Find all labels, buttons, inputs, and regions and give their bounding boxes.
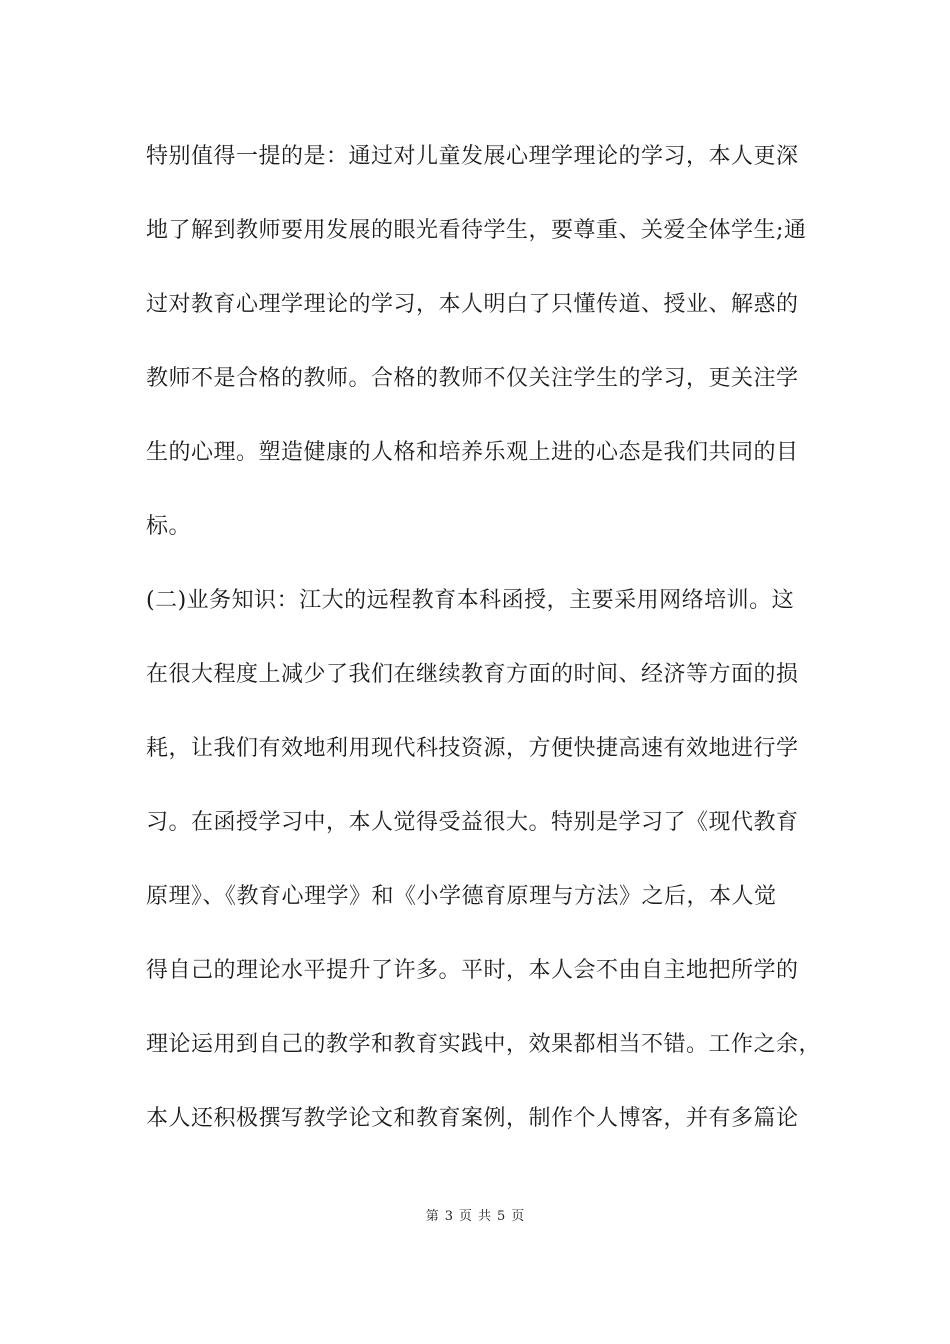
text-line-2: 地了解到教师要用发展的眼光看待学生，要尊重、关爱全体学生;通 bbox=[146, 218, 807, 243]
text-line-10: 习。在函授学习中，本人觉得受益很大。特别是学习了《现代教育 bbox=[146, 810, 799, 835]
footer-suffix: 页 bbox=[511, 1209, 525, 1224]
text-line-7: (二)业务知识：江大的远程教育本科函授，主要采用网络培训。这 bbox=[146, 588, 795, 613]
text-line-13: 理论运用到自己的教学和教育实践中，效果都相当不错。工作之余， bbox=[146, 1032, 822, 1057]
text-line-4: 教师不是合格的教师。合格的教师不仅关注学生的学习，更关注学 bbox=[146, 366, 799, 391]
text-line-8: 在很大程度上减少了我们在继续教育方面的时间、经济等方面的损 bbox=[146, 662, 799, 687]
footer-total-pages: 5 bbox=[497, 1209, 506, 1224]
footer-prefix: 第 bbox=[425, 1209, 439, 1224]
text-line-1: 特别值得一提的是：通过对儿童发展心理学理论的学习，本人更深 bbox=[146, 144, 799, 169]
text-line-3: 过对教育心理学理论的学习，本人明白了只懂传道、授业、解惑的 bbox=[146, 292, 799, 317]
text-line-6: 标。 bbox=[146, 514, 192, 539]
text-line-12: 得自己的理论水平提升了许多。平时，本人会不由自主地把所学的 bbox=[146, 958, 799, 983]
footer-total-prefix: 共 bbox=[478, 1209, 492, 1224]
text-line-9: 耗，让我们有效地利用现代科技资源，方便快捷高速有效地进行学 bbox=[146, 736, 799, 761]
page-footer bbox=[0, 1208, 950, 1226]
text-line-11: 原理》、《教育心理学》和《小学德育原理与方法》之后，本人觉 bbox=[146, 884, 777, 909]
footer-current-page: 3 bbox=[444, 1209, 453, 1224]
text-line-14: 本人还积极撰写教学论文和教育案例，制作个人博客，并有多篇论 bbox=[146, 1106, 799, 1131]
text-line-5: 生的心理。塑造健康的人格和培养乐观上进的心态是我们共同的目 bbox=[146, 440, 799, 465]
footer-page-word: 页 bbox=[458, 1209, 472, 1224]
